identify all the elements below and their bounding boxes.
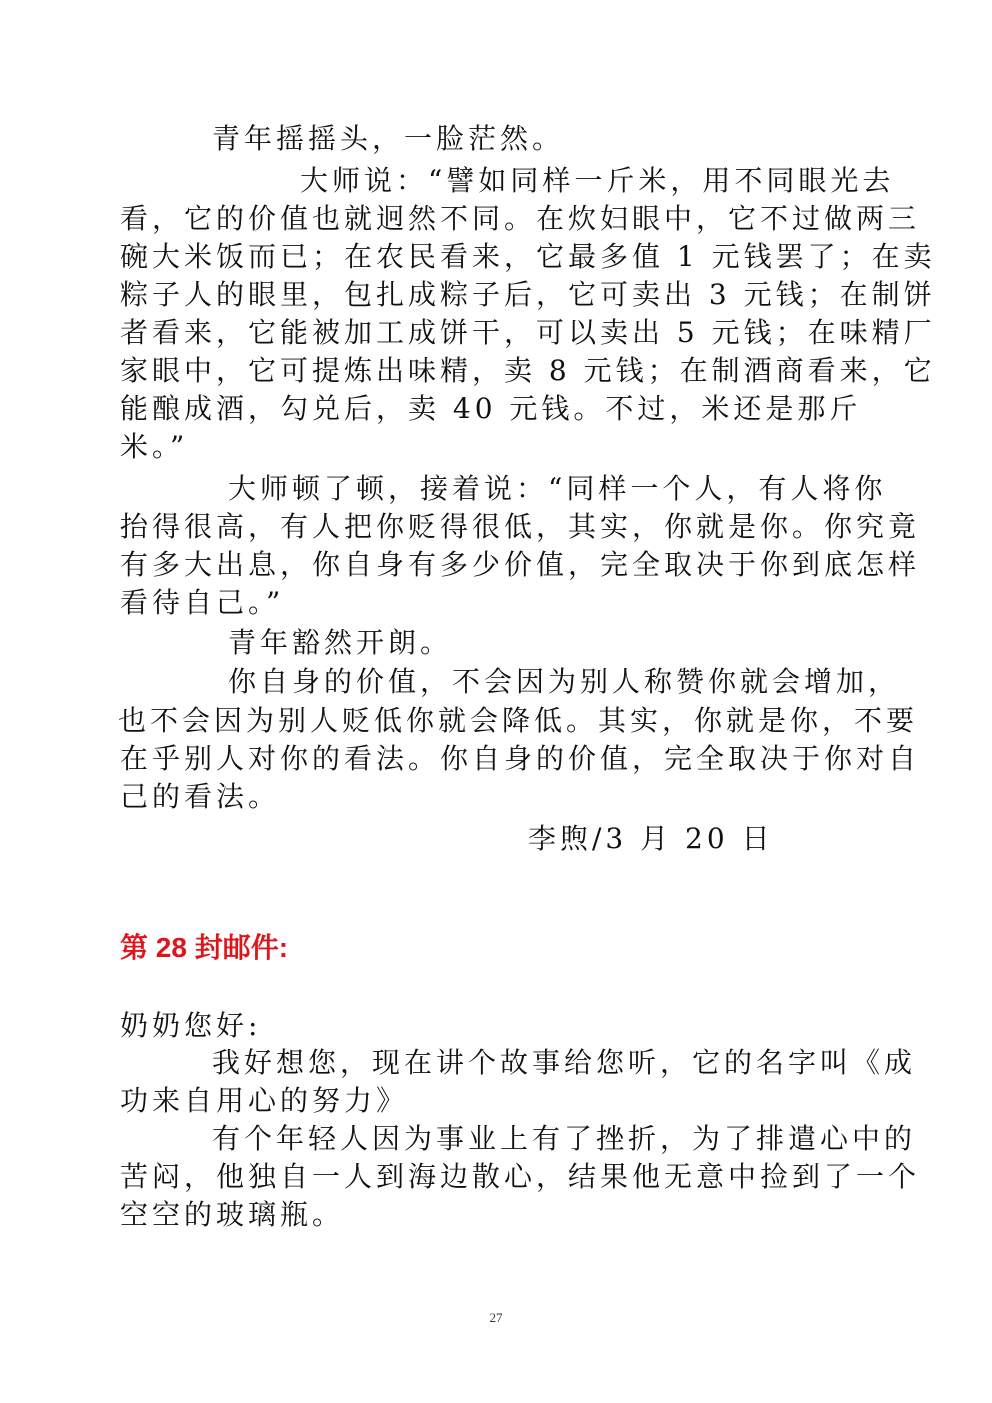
text-line: 功来自用心的努力》 <box>120 1084 409 1117</box>
text-line: 看待自己。” <box>120 586 285 619</box>
text-line: 你自身的价值，不会因为别人称赞你就会增加， <box>228 665 901 698</box>
letter-greeting: 奶奶您好: <box>120 1009 262 1042</box>
text-line: 也不会因为别人贬低你就会降低。其实，你就是你，不要 <box>118 704 919 737</box>
section-heading: 第 28 封邮件: <box>120 932 289 963</box>
page-number: 27 <box>489 1310 503 1325</box>
text-line: 青年摇摇头，一脸茫然。 <box>212 122 565 155</box>
text-line: 青年豁然开朗。 <box>228 626 453 659</box>
text-line: 己的看法。 <box>120 780 281 813</box>
text-line: 者看来，它能被加工成饼干，可以卖出 5 元钱；在味精厂 <box>120 316 936 349</box>
text-line: 在乎别人对你的看法。你自身的价值，完全取决于你对自 <box>120 742 921 775</box>
text-line: 碗大米饭而已；在农民看来，它最多值 1 元钱罢了；在卖 <box>120 240 936 273</box>
text-line: 看，它的价值也就迥然不同。在炊妇眼中，它不过做两三 <box>120 202 921 235</box>
text-line: 有个年轻人因为事业上有了挫折，为了排遣心中的 <box>212 1122 917 1155</box>
text-line: 我好想您，现在讲个故事给您听，它的名字叫《成 <box>212 1046 917 1079</box>
text-line: 抬得很高，有人把你贬得很低，其实，你就是你。你究竟 <box>120 510 921 543</box>
text-line: 空空的玻璃瓶。 <box>120 1198 345 1231</box>
text-line: 有多大出息，你自身有多少价值，完全取决于你到底怎样 <box>120 548 921 581</box>
text-line: 能酿成酒，勾兑后，卖 40 元钱。不过，米还是那斤 <box>120 392 862 425</box>
text-line: 苦闷，他独自一人到海边散心，结果他无意中捡到了一个 <box>120 1160 921 1193</box>
text-line: 大师说：“譬如同样一斤米，用不同眼光去 <box>300 164 895 197</box>
text-line: 米。” <box>120 430 189 463</box>
text-line: 粽子人的眼里，包扎成粽子后，它可卖出 3 元钱；在制饼 <box>120 278 936 311</box>
signature-date: 李煦/3 月 20 日 <box>528 822 774 855</box>
text-line: 大师顿了顿，接着说：“同样一个人，有人将你 <box>228 472 887 505</box>
text-line: 家眼中，它可提炼出味精，卖 8 元钱；在制酒商看来，它 <box>120 354 936 387</box>
